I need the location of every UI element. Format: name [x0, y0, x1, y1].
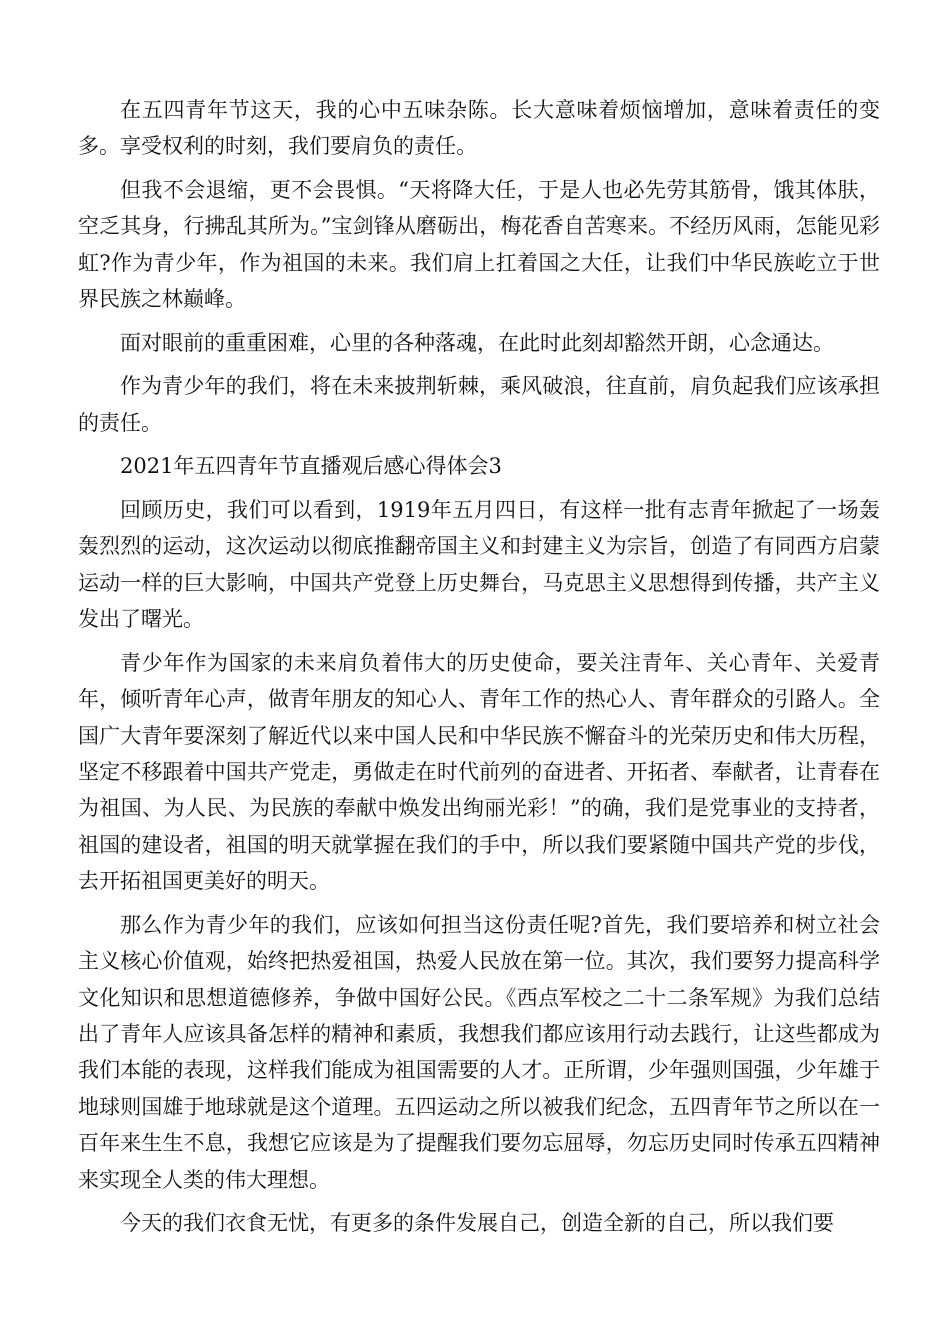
paragraph: 那么作为青少年的我们，应该如何担当这份责任呢?首先，我们要培养和树立社会主义核心价值观，始终把热爱祖国，热爱人民放在第一位。其次，我们要努力提高科学文化知识和思想道德修养，争做中国好公民。《西点军校之二十二条军规》为我们总结出了青年人应该具备怎样的精神和素质，我想我们都应该用行动去践行，让这些都成为我们本能的表现，这样我们能成为祖国需要的人才。正所谓，少年强则国强，少年雄于地球则国雄于地球就是这个道理。五四运动之所以被我们纪念，五四青年节之所以在一百年来生生不息，我想它应该是为了提醒我们要勿忘屈辱，勿忘历史同时传承五四精神来实现全人类的伟大理想。: [78, 912, 880, 1192]
paragraph: 但我不会退缩，更不会畏惧。“天将降大任，于是人也必先劳其筋骨，饿其体肤，空乏其身，行拂乱其所为。”宝剑锋从磨砺出，梅花香自苦寒来。不经历风雨，怎能见彩虹?作为青少年，作为祖国的未来。我们肩上扛着国之大任，让我们中华民族屹立于世界民族之林巅峰。: [78, 178, 880, 312]
paragraph: 面对眼前的重重困难，心里的各种落魂，在此时此刻却豁然开朗，心念通达。: [120, 330, 834, 355]
document-body: [78, 92, 880, 1249]
paragraph: 在五四青年节这天，我的心中五味杂陈。长大意味着烦恼增加，意味着责任的变多。享受权利的时刻，我们要肩负的责任。: [78, 98, 880, 159]
paragraph: 回顾历史，我们可以看到，1919年五月四日，有这样一批有志青年掀起了一场轰轰烈烈的运动，这次运动以彻底推翻帝国主义和封建主义为宗旨，创造了有同西方启蒙运动一样的巨大影响，中国共产党登上历史舞台，马克思主义思想得到传播，共产主义发出了曙光。: [78, 498, 880, 632]
paragraph: 作为青少年的我们，将在未来披荆斩棘，乘风破浪，往直前，肩负起我们应该承担的责任。: [78, 374, 880, 435]
paragraph: 青少年作为国家的未来肩负着伟大的历史使命，要关注青年、关心青年、关爱青年，倾听青年心声，做青年朋友的知心人、青年工作的热心人、青年群众的引路人。全国广大青年要深刻了解近代以来中国人民和中华民族不懈奋斗的光荣历史和伟大历程，坚定不移跟着中国共产党走，勇做走在时代前列的奋进者、开拓者、奉献者，让青春在为祖国、为人民、为民族的奉献中焕发出绚丽光彩！”的确，我们是党事业的支持者，祖国的建设者，祖国的明天就掌握在我们的手中，所以我们要紧随中国共产党的步伐，去开拓祖国更美好的明天。: [78, 650, 880, 894]
section-heading: 2021年五四青年节直播观后感心得体会3: [120, 454, 502, 479]
paragraph: 今天的我们衣食无忧，有更多的条件发展自己，创造全新的自己，所以我们要: [120, 1211, 834, 1236]
